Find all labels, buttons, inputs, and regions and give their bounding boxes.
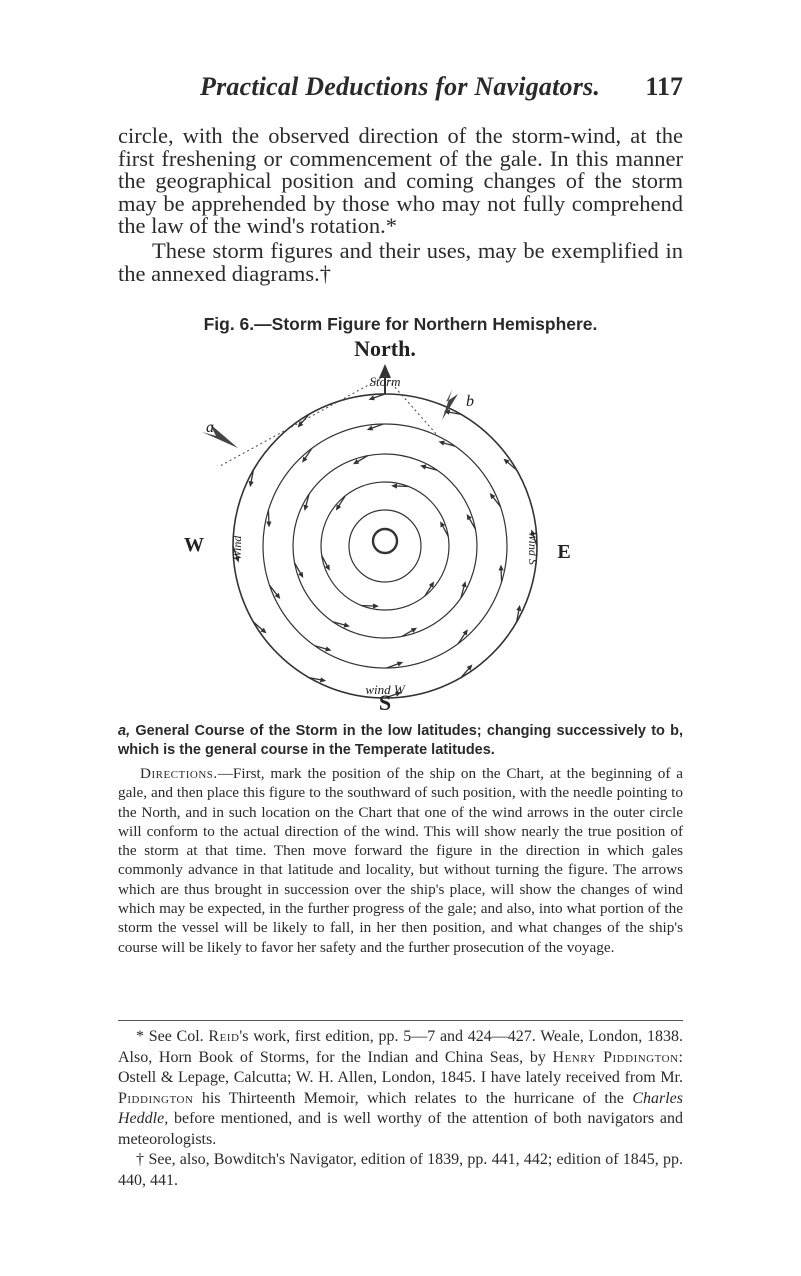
circle-2 (263, 424, 507, 668)
wind-arrow-icon (491, 495, 500, 507)
course-lines (220, 376, 438, 466)
concentric-circles (233, 394, 537, 698)
page-number: 117 (645, 72, 683, 101)
footnote-1 (118, 1027, 683, 1150)
directions-text: —First, mark the position of the ship on the Chart, at the beginning of a gale, and then place this figure to the southward of such position, with the needle pointing to the North, and in such location on the Chart that one of the wind arrows in the outer circle will conform to the actual direction of the wind. This will show nearly the true position of the storm at that time. Then move forward the figure in the direction in which gales commonly advance in that latitude and locality, but without turning the figure. The arrows which are thus brought in succession over the ship's place, will show the changes of wind which may be expected, in the further progress of the gale; and also, into what portion of the storm the vessel will be likely to fall, in her then position, and what changes of the ship's course will be likely to favor her safety and the further prosecution of the voyage. (118, 765, 683, 956)
footnote-1-part: * See Col. (136, 1028, 209, 1045)
north-label: North. (354, 336, 416, 361)
arrow-b-icon (442, 390, 458, 420)
footnote-2: † See, also, Bowditch's Navigator, edition of 1839, pp. 441, 442; edition of 1845, pp. 440, 441. (118, 1151, 683, 1189)
wind-arrow-icon (362, 606, 377, 607)
footnote-1-author: Henry Piddington (552, 1048, 679, 1066)
storm-figure-diagram (180, 336, 600, 716)
footnote-1-author: Piddington (118, 1089, 194, 1107)
ring-label-left: Wind (230, 535, 244, 561)
caption-label: a, (118, 723, 131, 739)
footnote-rule (118, 1020, 683, 1021)
figure-title: Fig. 6.—Storm Figure for Northern Hemisphere. (203, 314, 598, 334)
wind-arrows (233, 394, 537, 698)
south-label: S (378, 690, 392, 715)
body-paragraph-1: circle, with the observed direction of the storm-wind, at the first freshening or commencement of the gale. In this manner the geographical position and coming changes of the storm may be apprehended by those who may not fully comprehend the law of the wind's rotation.* (118, 123, 683, 238)
footnote-1-part: his Thirteenth Memoir, which relates to the hurricane of the (193, 1089, 633, 1107)
footnote-1-author: Reid (208, 1028, 240, 1045)
outer-circle (233, 394, 537, 698)
ring-label-top: Storm (369, 374, 401, 389)
page-header (118, 70, 683, 110)
footnote-1-ship: Charles Heddle, (118, 1089, 683, 1127)
wind-arrow-icon (501, 567, 502, 582)
circle-4 (321, 482, 449, 610)
running-title: Practical Deductions for Navigators. (200, 72, 601, 101)
point-b-label: b (466, 393, 474, 410)
wind-arrow-icon (270, 585, 279, 597)
directions-heading: Directions. (140, 765, 218, 782)
caption-text: General Course of the Storm in the low latitudes; changing successively to b, which is the general course in the Temperate latitudes. (118, 723, 684, 758)
east-label: E (557, 541, 571, 563)
storm-center (373, 529, 397, 553)
footnotes (118, 1027, 683, 1191)
point-a-label: a (206, 419, 214, 436)
wind-arrow-icon (268, 510, 269, 525)
footnote-1-part: before mentioned, and is well worthy of the attention of both navigators and meteorologists. (118, 1110, 683, 1148)
directions-paragraph (118, 764, 683, 957)
circle-5 (349, 510, 421, 582)
footnote-1-part: : Ostell & Lepage, Calcutta; W. H. Allen, London, 1845. I have lately received from Mr. (118, 1048, 683, 1086)
west-label: W (184, 534, 204, 556)
body-paragraph-2: These storm figures and their uses, may be exemplified in the annexed diagrams.† (118, 238, 683, 286)
ring-label-right: Wind S (526, 531, 540, 565)
ring-label-bottom: wind W (365, 682, 405, 697)
wind-arrow-icon (394, 486, 409, 487)
footnote-1-part: 's work, first edition, pp. 5—7 and 424—427. Weale, London, 1838. Also, Horn Book of Storms, for the Indian and China Seas, by (118, 1028, 684, 1066)
figure-caption (118, 722, 683, 760)
